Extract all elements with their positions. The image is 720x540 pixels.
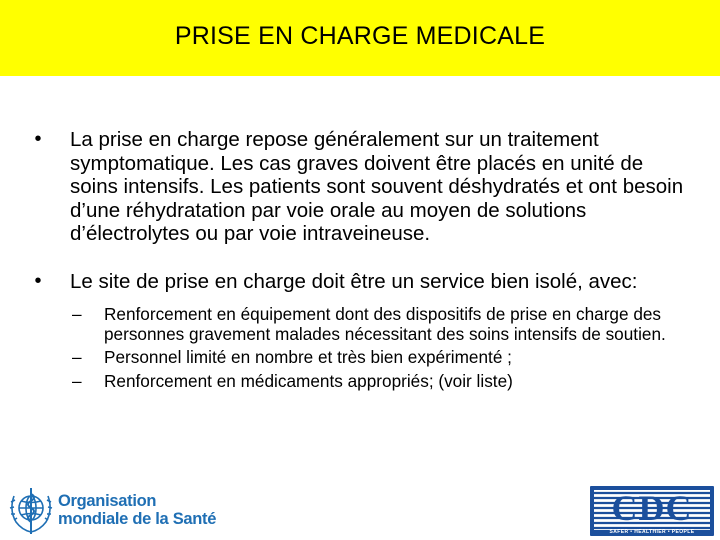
- cdc-logo: [590, 486, 714, 536]
- sub-text: Renforcement en médicaments appropriés; (voir liste): [104, 370, 513, 391]
- who-logo-text: [58, 492, 216, 528]
- sub-marker: –: [72, 304, 82, 324]
- title-bar: [0, 0, 720, 76]
- sub-marker: –: [72, 347, 82, 367]
- cdc-tagline: SAFER • HEALTHIER • PEOPLE: [609, 529, 695, 535]
- bullet-marker: •: [34, 128, 42, 150]
- bullet-text: La prise en charge repose généralement sur un traitement symptomatique. Les cas graves doivent être placés en unité de soins intensifs. Les patients sont souvent déshydratés et ont besoin d’une réhydratation par voie orale au moyen de solutions d’électrolytes ou par voie intraveineuse.: [70, 128, 684, 245]
- slide-content: [28, 128, 688, 391]
- cdc-logo-text: CDC: [611, 488, 693, 528]
- slide-title: PRISE EN CHARGE MEDICALE: [174, 22, 546, 50]
- who-logo: [6, 484, 246, 536]
- bullet-text: Le site de prise en charge doit être un service bien isolé, avec:: [70, 269, 638, 293]
- bullet-item: [28, 128, 688, 246]
- sub-item: [28, 348, 688, 368]
- sub-text: Personnel limité en nombre et très bien expérimenté ;: [104, 347, 512, 367]
- sub-marker: –: [72, 370, 82, 391]
- who-emblem-icon: [6, 484, 56, 536]
- bullet-marker: •: [34, 269, 42, 292]
- bullet-item: [28, 270, 688, 294]
- sub-list: [28, 305, 688, 391]
- who-logo-line1: Organisation: [58, 492, 157, 510]
- sub-item: [28, 305, 688, 344]
- sub-text: Renforcement en équipement dont des dispositifs de prise en charge des personnes gravement malades nécessitant des soins intensifs de soutien.: [104, 304, 666, 344]
- sub-item: [28, 372, 688, 392]
- who-logo-line2: mondiale de la Santé: [58, 510, 217, 528]
